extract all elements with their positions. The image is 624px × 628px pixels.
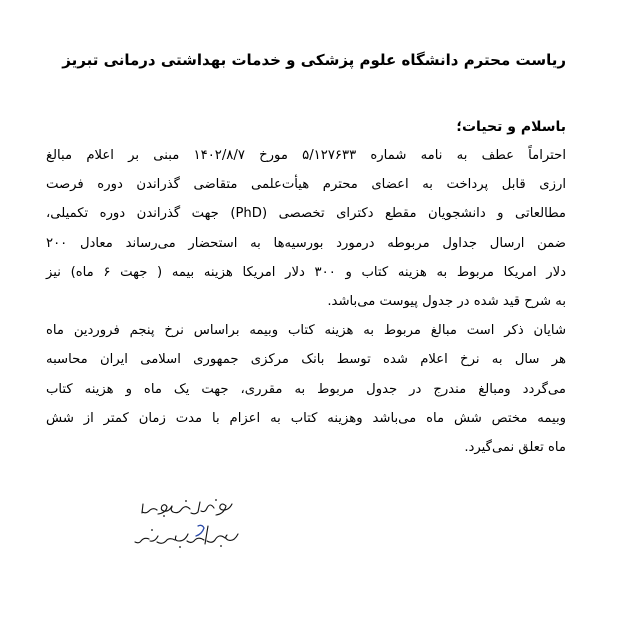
body-line: ارزی قابل پرداخت به اعضای محترم هیأت‌علمی متقاضی گذراندن دوره فرصت — [46, 177, 566, 193]
recipient-heading: ریاست محترم دانشگاه علوم پزشکی و خدمات بهداشتی درمانی تبریز — [62, 51, 566, 69]
signature-drawing — [128, 496, 246, 558]
body-line: ضمن ارسال جداول مربوطه درمورد بورسیه‌ها به استحضار می‌رساند معادل ۲۰۰ — [46, 235, 566, 251]
body-line: شایان ذکر است مبالغ مربوط به هزینه کتاب وبیمه براساس نرخ پنجم فروردین ماه — [46, 323, 566, 339]
body-line: هر سال به نرخ اعلام شده توسط بانک مرکزی جمهوری اسلامی ایران محاسبه — [46, 352, 566, 368]
letter-body — [46, 141, 566, 462]
body-line: ماه تعلق نمی‌گیرد. — [464, 440, 566, 456]
body-line: دلار امریکا مربوط به هزینه کتاب و ۳۰۰ دلار امریکا هزینه بیمه ( جهت ۶ ماه) نیز — [46, 264, 566, 280]
body-line: به شرح قید شده در جدول پیوست می‌باشد. — [327, 294, 566, 310]
handwritten-signature — [128, 496, 246, 558]
greeting: باسلام و تحیات؛ — [456, 119, 566, 135]
body-line: احتراماً عطف به نامه شماره ۵/۱۲۷۶۳۳ مورخ ۱۴۰۲/۸/۷ مبنی بر اعلام مبالغ — [46, 148, 566, 163]
body-line: مطالعاتی و دانشجویان مقطع دکترای تخصصی (PhD) جهت گذراندن دوره تکمیلی، — [46, 206, 566, 222]
body-line: می‌گردد ومبالغ مندرج در جدول مربوط به مقرری، جهت یک ماه و هزینه کتاب — [46, 381, 566, 397]
body-line: وبیمه مختص شش ماه می‌باشد وهزینه کتاب به اعزام با مدت زمان کمتر از شش — [46, 410, 566, 426]
